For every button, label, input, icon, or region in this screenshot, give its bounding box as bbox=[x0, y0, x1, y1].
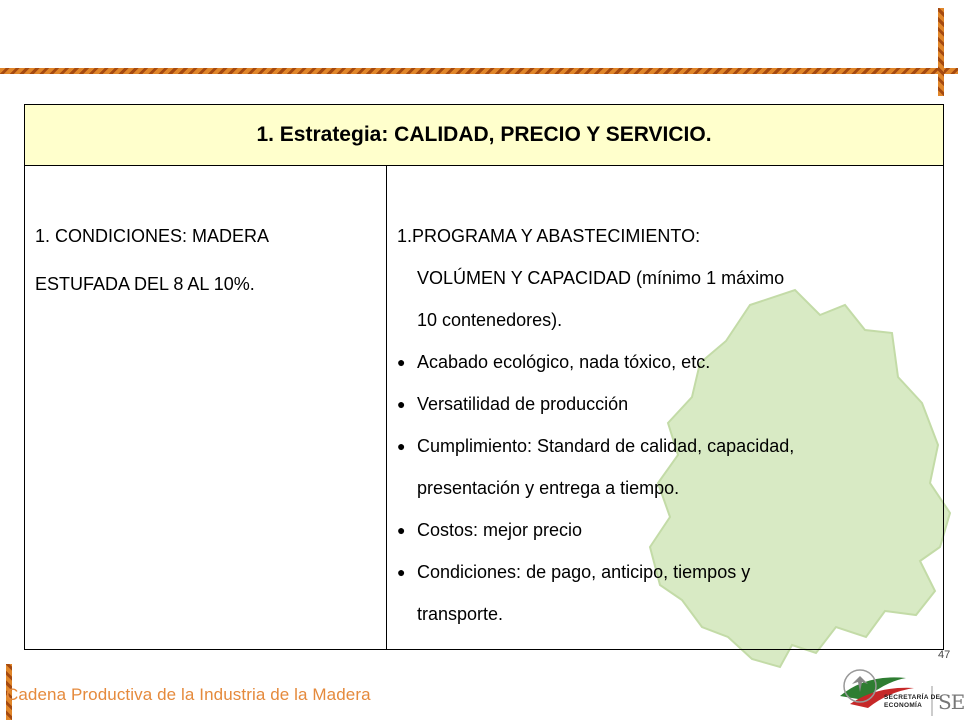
bullet-item bbox=[397, 383, 937, 425]
bullet-text-continued: transporte. bbox=[417, 604, 504, 624]
bullet-text: Costos: mejor precio bbox=[417, 520, 583, 540]
logo-line-2: ECONOMÍA bbox=[884, 702, 923, 709]
logo-wordmark bbox=[884, 694, 940, 710]
table-title: 1. Estrategia: CALIDAD, PRECIO Y SERVICIO. bbox=[256, 123, 712, 146]
bullet-icon: ● bbox=[397, 564, 406, 580]
logo-se-mark: SE bbox=[938, 690, 964, 714]
bullet-icon: ● bbox=[397, 396, 406, 412]
bullet-text: Acabado ecológico, nada tóxico, etc. bbox=[417, 352, 711, 372]
top-right-rope-post bbox=[938, 8, 944, 96]
bullet-item bbox=[397, 551, 937, 635]
bullet-icon: ● bbox=[397, 438, 406, 454]
bullet-item bbox=[397, 341, 937, 383]
conditions-cell bbox=[35, 212, 375, 308]
bullet-text-continued: presentación y entrega a tiempo. bbox=[417, 478, 680, 498]
strategy-table bbox=[24, 104, 944, 650]
program-heading: 1.PROGRAMA Y ABASTECIMIENTO: bbox=[397, 226, 701, 246]
table-header bbox=[25, 105, 943, 166]
conditions-line-1: 1. CONDICIONES: MADERA bbox=[35, 226, 270, 246]
bullet-icon: ● bbox=[397, 522, 406, 538]
footer-text: Cadena Productiva de la Industria de la Madera bbox=[6, 685, 371, 704]
program-cell bbox=[397, 215, 937, 635]
logo-line-1: SECRETARÍA DE bbox=[884, 694, 941, 701]
bullet-text: Condiciones: de pago, anticipo, tiempos y bbox=[417, 562, 751, 582]
bullet-text: Versatilidad de producción bbox=[417, 394, 629, 414]
program-detail-line-1: VOLÚMEN Y CAPACIDAD (mínimo 1 máximo bbox=[417, 268, 785, 288]
bullet-text: Cumplimiento: Standard de calidad, capacidad, bbox=[417, 436, 795, 456]
conditions-line-2: ESTUFADA DEL 8 AL 10%. bbox=[35, 274, 255, 294]
bullet-item bbox=[397, 509, 937, 551]
bullet-icon: ● bbox=[397, 354, 406, 370]
slide-number: 47 bbox=[938, 649, 951, 661]
bullet-item bbox=[397, 425, 937, 509]
top-rope-line bbox=[0, 68, 958, 74]
table-body bbox=[25, 166, 943, 650]
column-divider bbox=[386, 166, 387, 650]
program-detail-line-2: 10 contenedores). bbox=[417, 310, 563, 330]
